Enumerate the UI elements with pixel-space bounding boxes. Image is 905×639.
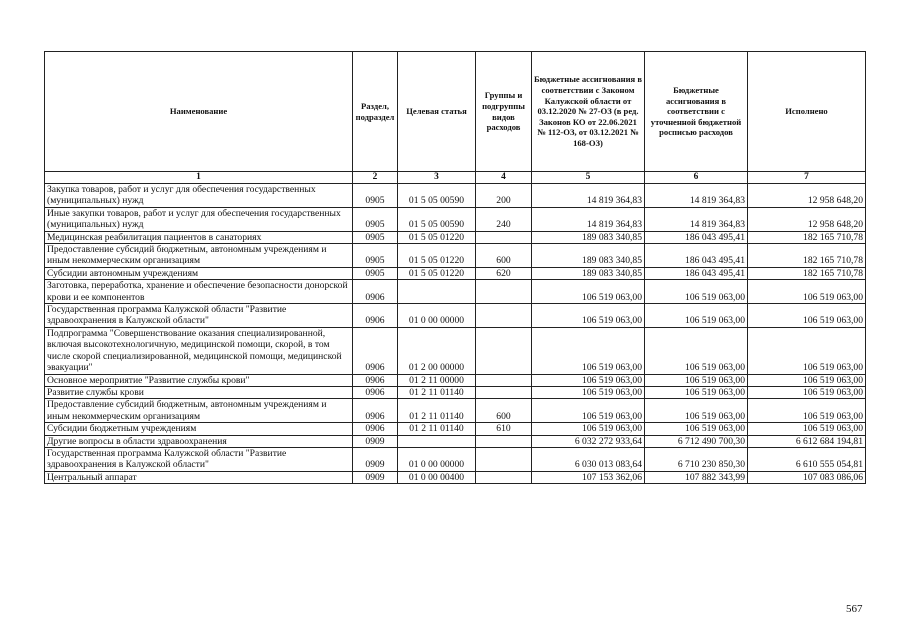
row-refined-allocation: 106 519 063,00 <box>645 386 748 398</box>
row-refined-allocation: 106 519 063,00 <box>645 327 748 374</box>
row-law-allocation: 106 519 063,00 <box>532 280 645 304</box>
row-law-allocation: 106 519 063,00 <box>532 304 645 328</box>
row-target-article <box>398 280 476 304</box>
row-target-article: 01 2 11 01140 <box>398 399 476 423</box>
row-law-allocation: 189 083 340,85 <box>532 231 645 243</box>
table-row <box>45 327 866 374</box>
row-refined-allocation: 106 519 063,00 <box>645 423 748 435</box>
row-target-article: 01 2 11 01140 <box>398 423 476 435</box>
header-target-article: Целевая статья <box>398 52 476 172</box>
row-law-allocation: 107 153 362,06 <box>532 471 645 483</box>
row-name: Другие вопросы в области здравоохранения <box>45 435 353 447</box>
table-row <box>45 207 866 231</box>
row-refined-allocation: 14 819 364,83 <box>645 207 748 231</box>
row-expense-group: 610 <box>476 423 532 435</box>
row-razdel: 0909 <box>353 471 398 483</box>
row-target-article: 01 2 11 00000 <box>398 374 476 386</box>
row-law-allocation: 189 083 340,85 <box>532 267 645 279</box>
row-razdel: 0909 <box>353 447 398 471</box>
row-target-article: 01 0 00 00400 <box>398 471 476 483</box>
row-target-article: 01 2 11 01140 <box>398 386 476 398</box>
row-executed: 182 165 710,78 <box>748 244 866 268</box>
row-razdel: 0906 <box>353 386 398 398</box>
row-expense-group <box>476 327 532 374</box>
row-expense-group: 600 <box>476 244 532 268</box>
column-number: 4 <box>476 172 532 184</box>
table-row <box>45 386 866 398</box>
table-row <box>45 280 866 304</box>
row-name: Развитие службы крови <box>45 386 353 398</box>
header-refined-allocations: Бюджетные ассигнования в соответствии с уточненной бюджетной росписью расходов <box>645 52 748 172</box>
row-expense-group <box>476 447 532 471</box>
header-law-allocations: Бюджетные ассигнования в соответствии с Законом Калужской области от 03.12.2020 № 27-ОЗ (в ред. Законов КО от 22.06.2021 № 112-ОЗ, от 03.12.2021 № 168-ОЗ) <box>532 52 645 172</box>
row-name: Основное мероприятие "Развитие службы крови" <box>45 374 353 386</box>
table-row <box>45 423 866 435</box>
row-refined-allocation: 186 043 495,41 <box>645 231 748 243</box>
table-row <box>45 471 866 483</box>
row-razdel: 0905 <box>353 267 398 279</box>
row-razdel: 0906 <box>353 423 398 435</box>
row-name: Подпрограмма "Совершенствование оказания специализированной, включая высокотехнологичную, медицинской помощи, скорой, в том числе скорой специализированной, медицинской помощи, медицинской эвакуации" <box>45 327 353 374</box>
row-law-allocation: 106 519 063,00 <box>532 423 645 435</box>
row-expense-group: 600 <box>476 399 532 423</box>
row-law-allocation: 6 032 272 933,64 <box>532 435 645 447</box>
row-refined-allocation: 186 043 495,41 <box>645 267 748 279</box>
row-target-article: 01 5 05 00590 <box>398 184 476 208</box>
row-law-allocation: 6 030 013 083,64 <box>532 447 645 471</box>
column-number: 7 <box>748 172 866 184</box>
row-refined-allocation: 106 519 063,00 <box>645 374 748 386</box>
row-law-allocation: 14 819 364,83 <box>532 184 645 208</box>
table-row <box>45 244 866 268</box>
row-refined-allocation: 6 710 230 850,30 <box>645 447 748 471</box>
table-row <box>45 374 866 386</box>
row-refined-allocation: 186 043 495,41 <box>645 244 748 268</box>
column-number: 6 <box>645 172 748 184</box>
row-target-article: 01 0 00 00000 <box>398 447 476 471</box>
row-name: Субсидии автономным учреждениям <box>45 267 353 279</box>
row-refined-allocation: 6 712 490 700,30 <box>645 435 748 447</box>
row-target-article: 01 2 00 00000 <box>398 327 476 374</box>
row-expense-group: 240 <box>476 207 532 231</box>
row-expense-group <box>476 231 532 243</box>
row-razdel: 0906 <box>353 399 398 423</box>
row-executed: 12 958 648,20 <box>748 207 866 231</box>
table-row <box>45 184 866 208</box>
row-law-allocation: 106 519 063,00 <box>532 374 645 386</box>
row-law-allocation: 106 519 063,00 <box>532 399 645 423</box>
header-razdel: Раздел, подраздел <box>353 52 398 172</box>
header-row <box>45 52 866 172</box>
row-razdel: 0905 <box>353 184 398 208</box>
page-number: 567 <box>846 603 863 615</box>
row-law-allocation: 189 083 340,85 <box>532 244 645 268</box>
column-number: 3 <box>398 172 476 184</box>
table-row <box>45 304 866 328</box>
row-executed: 106 519 063,00 <box>748 327 866 374</box>
row-expense-group <box>476 471 532 483</box>
row-refined-allocation: 106 519 063,00 <box>645 399 748 423</box>
header-expense-groups: Группы и подгруппы видов расходов <box>476 52 532 172</box>
column-number: 2 <box>353 172 398 184</box>
row-executed: 106 519 063,00 <box>748 386 866 398</box>
row-law-allocation: 106 519 063,00 <box>532 386 645 398</box>
table-row <box>45 399 866 423</box>
row-name: Иные закупки товаров, работ и услуг для обеспечения государственных (муниципальных) нужд <box>45 207 353 231</box>
row-expense-group: 200 <box>476 184 532 208</box>
row-razdel: 0906 <box>353 327 398 374</box>
column-number: 1 <box>45 172 353 184</box>
row-razdel: 0906 <box>353 304 398 328</box>
row-razdel: 0909 <box>353 435 398 447</box>
header-name: Наименование <box>45 52 353 172</box>
row-executed: 106 519 063,00 <box>748 374 866 386</box>
row-name: Закупка товаров, работ и услуг для обеспечения государственных (муниципальных) нужд <box>45 184 353 208</box>
row-name: Медицинская реабилитация пациентов в санаториях <box>45 231 353 243</box>
row-target-article: 01 5 05 01220 <box>398 231 476 243</box>
table-row <box>45 447 866 471</box>
row-razdel: 0905 <box>353 207 398 231</box>
row-executed: 106 519 063,00 <box>748 423 866 435</box>
row-executed: 182 165 710,78 <box>748 267 866 279</box>
table-row <box>45 267 866 279</box>
header-executed: Исполнено <box>748 52 866 172</box>
row-refined-allocation: 107 882 343,99 <box>645 471 748 483</box>
row-refined-allocation: 106 519 063,00 <box>645 280 748 304</box>
row-expense-group <box>476 435 532 447</box>
row-refined-allocation: 14 819 364,83 <box>645 184 748 208</box>
row-executed: 182 165 710,78 <box>748 231 866 243</box>
row-expense-group <box>476 386 532 398</box>
row-name: Предоставление субсидий бюджетным, автономным учреждениям и иным некоммерческим организациям <box>45 399 353 423</box>
row-name: Предоставление субсидий бюджетным, автономным учреждениям и иным некоммерческим организациям <box>45 244 353 268</box>
column-number-row <box>45 172 866 184</box>
row-executed: 106 519 063,00 <box>748 399 866 423</box>
row-expense-group: 620 <box>476 267 532 279</box>
row-razdel: 0906 <box>353 374 398 386</box>
row-razdel: 0905 <box>353 231 398 243</box>
row-target-article <box>398 435 476 447</box>
row-expense-group <box>476 304 532 328</box>
row-razdel: 0905 <box>353 244 398 268</box>
row-target-article: 01 0 00 00000 <box>398 304 476 328</box>
budget-table <box>44 51 866 484</box>
row-refined-allocation: 106 519 063,00 <box>645 304 748 328</box>
column-number: 5 <box>532 172 645 184</box>
row-name: Государственная программа Калужской области "Развитие здравоохранения в Калужской области" <box>45 304 353 328</box>
table-row <box>45 435 866 447</box>
row-executed: 6 610 555 054,81 <box>748 447 866 471</box>
row-executed: 12 958 648,20 <box>748 184 866 208</box>
row-name: Центральный аппарат <box>45 471 353 483</box>
row-executed: 106 519 063,00 <box>748 280 866 304</box>
row-expense-group <box>476 374 532 386</box>
row-executed: 107 083 086,06 <box>748 471 866 483</box>
row-executed: 106 519 063,00 <box>748 304 866 328</box>
row-executed: 6 612 684 194,81 <box>748 435 866 447</box>
row-target-article: 01 5 05 01220 <box>398 244 476 268</box>
table-body <box>45 184 866 484</box>
row-target-article: 01 5 05 01220 <box>398 267 476 279</box>
table-row <box>45 231 866 243</box>
row-name: Заготовка, переработка, хранение и обеспечение безопасности донорской крови и ее компонентов <box>45 280 353 304</box>
row-name: Государственная программа Калужской области "Развитие здравоохранения в Калужской области" <box>45 447 353 471</box>
row-name: Субсидии бюджетным учреждениям <box>45 423 353 435</box>
row-target-article: 01 5 05 00590 <box>398 207 476 231</box>
row-razdel: 0906 <box>353 280 398 304</box>
row-expense-group <box>476 280 532 304</box>
row-law-allocation: 14 819 364,83 <box>532 207 645 231</box>
row-law-allocation: 106 519 063,00 <box>532 327 645 374</box>
